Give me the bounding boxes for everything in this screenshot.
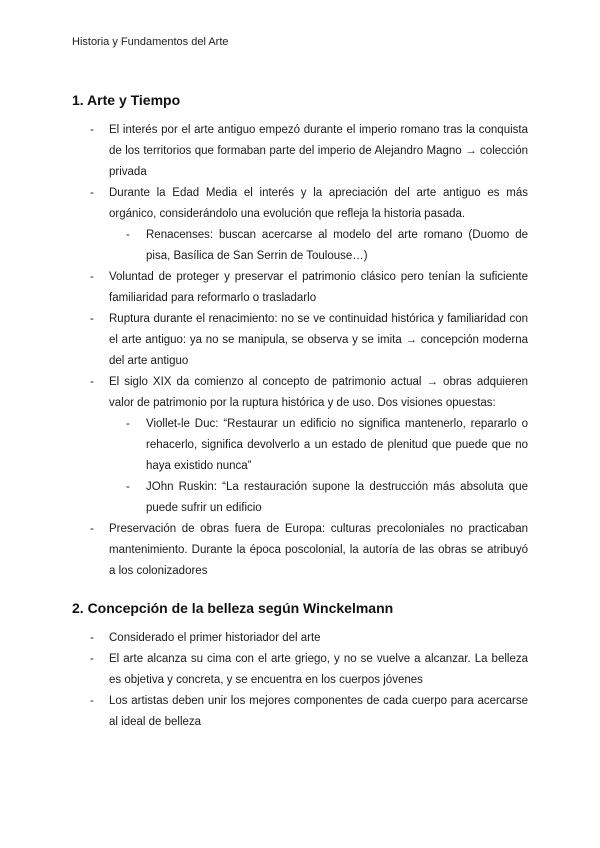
dash-bullet: - bbox=[126, 229, 130, 241]
running-header: Historia y Fundamentos del Arte bbox=[72, 36, 229, 48]
list-item bbox=[72, 649, 528, 691]
dash-bullet: - bbox=[90, 376, 94, 388]
dash-bullet: - bbox=[90, 313, 94, 325]
dash-bullet: - bbox=[126, 481, 130, 493]
list-item-text: El interés por el arte antiguo empezó durante el imperio romano tras la conquista de los territorios que formaban parte del imperio de Alejandro Magno → colección privada bbox=[109, 124, 528, 178]
bullet-list bbox=[72, 628, 528, 733]
sub-list-item bbox=[109, 225, 528, 267]
dash-bullet: - bbox=[90, 632, 94, 644]
bullet-list bbox=[72, 120, 528, 582]
sub-list-item-text: Viollet-le Duc: “Restaurar un edificio no significa mantenerlo, repararlo o rehacerlo, significa devolverlo a un estado de plenitud que puede que no haya existido nunca” bbox=[146, 418, 528, 472]
sub-bullet-list bbox=[109, 414, 528, 519]
sub-list-item-text: JOhn Ruskin: “La restauración supone la destrucción más absoluta que puede sufrir un edificio bbox=[146, 481, 528, 514]
section-title: 2. Concepción de la belleza según Winckelmann bbox=[72, 600, 394, 616]
list-item bbox=[72, 691, 528, 733]
list-item-text: Considerado el primer historiador del arte bbox=[109, 632, 321, 644]
dash-bullet: - bbox=[90, 523, 94, 535]
list-item-text: El arte alcanza su cima con el arte griego, y no se vuelve a alcanzar. La belleza es objetiva y concreta, y se encuentra en los cuerpos jóvenes bbox=[109, 653, 528, 686]
sub-list-item bbox=[109, 414, 528, 477]
dash-bullet: - bbox=[90, 271, 94, 283]
list-item-text: Preservación de obras fuera de Europa: culturas precoloniales no practicaban mantenimiento. Durante la época poscolonial, la autoría de las obras se atribuyó a los colonizadores bbox=[109, 523, 528, 577]
sub-bullet-list bbox=[109, 225, 528, 267]
section-arte-y-tiempo bbox=[72, 92, 528, 582]
dash-bullet: - bbox=[90, 187, 94, 199]
list-item bbox=[72, 309, 528, 372]
sub-list-item bbox=[109, 477, 528, 519]
list-item bbox=[72, 628, 528, 649]
dash-bullet: - bbox=[90, 124, 94, 136]
list-item-text: Durante la Edad Media el interés y la apreciación del arte antiguo es más orgánico, considerándolo una evolución que refleja la historia pasada. bbox=[109, 187, 528, 220]
dash-bullet: - bbox=[90, 653, 94, 665]
section-title: 1. Arte y Tiempo bbox=[72, 92, 181, 108]
list-item bbox=[72, 519, 528, 582]
list-item-text: Ruptura durante el renacimiento: no se ve continuidad histórica y familiaridad con el arte antiguo: ya no se manipula, se observa y se imita → concepción moderna del arte antiguo bbox=[109, 313, 528, 367]
list-item bbox=[72, 183, 528, 267]
list-item bbox=[72, 267, 528, 309]
section-concepcion-belleza bbox=[72, 600, 528, 733]
list-item bbox=[72, 372, 528, 519]
list-item-text: Los artistas deben unir los mejores componentes de cada cuerpo para acercarse al ideal de belleza bbox=[109, 695, 528, 728]
list-item bbox=[72, 120, 528, 183]
dash-bullet: - bbox=[90, 695, 94, 707]
list-item-text: El siglo XIX da comienzo al concepto de patrimonio actual → obras adquieren valor de patrimonio por la ruptura histórica y de uso. Dos visiones opuestas: bbox=[109, 376, 528, 409]
list-item-text: Voluntad de proteger y preservar el patrimonio clásico pero tenían la suficiente familiaridad para reformarlo o trasladarlo bbox=[109, 271, 528, 304]
sub-list-item-text: Renacenses: buscan acercarse al modelo del arte romano (Duomo de pisa, Basílica de San Serrin de Toulouse…) bbox=[146, 229, 528, 262]
dash-bullet: - bbox=[126, 418, 130, 430]
